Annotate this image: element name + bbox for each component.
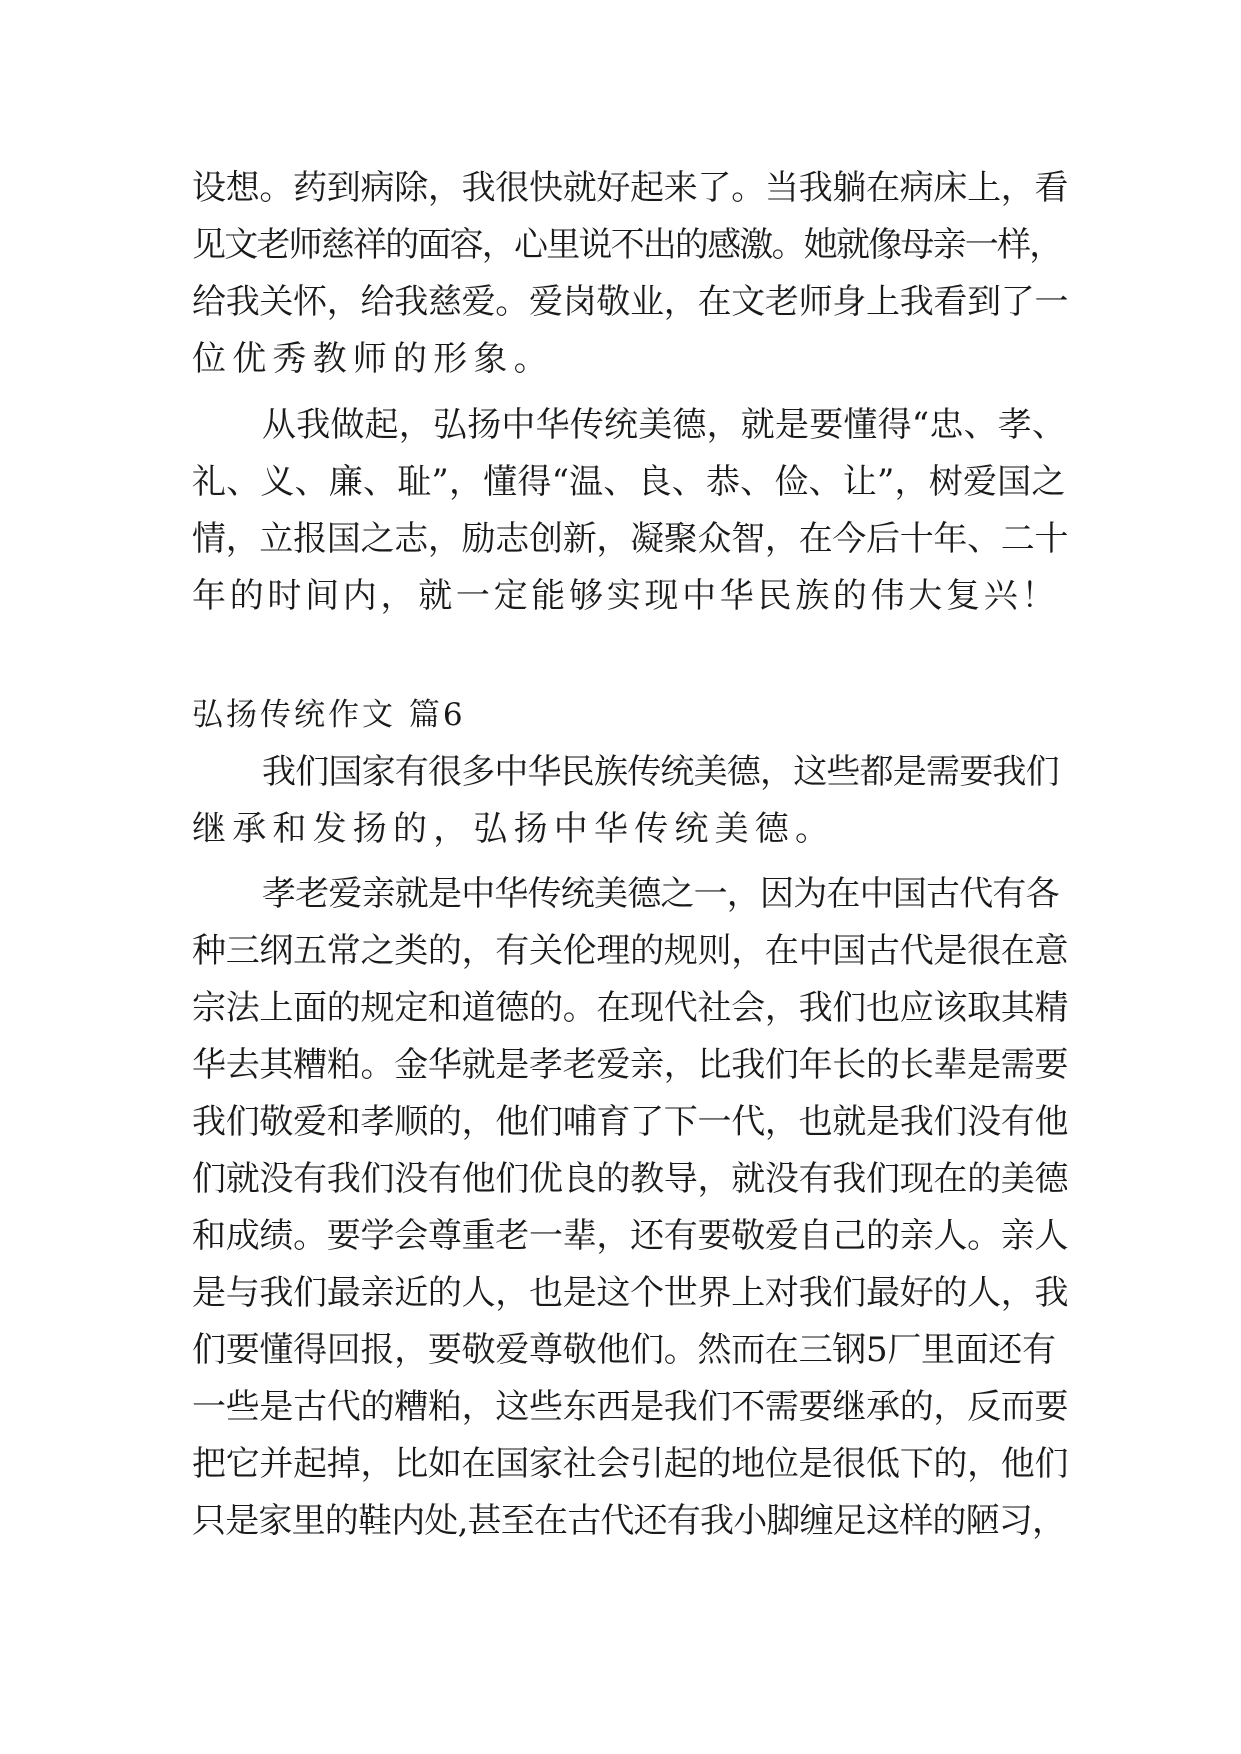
paragraph-line: 年的时间内，就一定能够实现中华民族的伟大复兴！	[192, 576, 1060, 616]
paragraph-line: 孝老爱亲就是中华传统美德之一，因为在中国古代有各	[262, 874, 1059, 914]
paragraph-line: 继承和发扬的，弘扬中华传统美德。	[192, 809, 836, 849]
paragraph-line: 从我做起，弘扬中华传统美德，就是要懂得“忠、孝、	[262, 405, 1067, 445]
paragraph-line: 给我关怀，给我慈爱。爱岗敬业，在文老师身上我看到了一	[192, 282, 1069, 322]
paragraph-line: 华去其糟粕。金华就是孝老爱亲，比我们年长的长辈是需要	[192, 1045, 1069, 1085]
paragraph-line: 礼、义、廉、耻”，懂得“温、良、恭、俭、让”，树爱国之	[192, 462, 1066, 502]
paragraph-line: 只是家里的鞋内处,甚至在古代还有我小脚缠足这样的陋习，	[192, 1501, 1066, 1541]
paragraph-line: 位优秀教师的形象。	[192, 339, 554, 379]
paragraph-line: 和成绩。要学会尊重老一辈，还有要敬爱自己的亲人。亲人	[192, 1216, 1069, 1256]
paragraph-line: 情，立报国之志，励志创新，凝聚众智，在今后十年、二十	[192, 519, 1069, 559]
paragraph-line: 我们敬爱和孝顺的，他们哺育了下一代，也就是我们没有他	[192, 1102, 1069, 1142]
paragraph-line: 一些是古代的糟粕，这些东西是我们不需要继承的，反而要	[192, 1387, 1069, 1427]
paragraph-line: 是与我们最亲近的人，也是这个世界上对我们最好的人，我	[192, 1273, 1069, 1313]
paragraph-line: 种三纲五常之类的，有关伦理的规则，在中国古代是很在意	[192, 931, 1069, 971]
paragraph-line: 把它并起掉，比如在国家社会引起的地位是很低下的，他们	[192, 1444, 1069, 1484]
paragraph-line: 们要懂得回报，要敬爱尊敬他们。然而在三钢5厂里面还有	[192, 1330, 1056, 1370]
paragraph-line: 设想。药到病除，我很快就好起来了。当我躺在病床上，看	[192, 168, 1069, 208]
section-heading: 弘扬传统作文 篇6	[192, 697, 466, 733]
paragraph-line: 们就没有我们没有他们优良的教导，就没有我们现在的美德	[192, 1159, 1069, 1199]
paragraph-line: 宗法上面的规定和道德的。在现代社会，我们也应该取其精	[192, 988, 1069, 1028]
paragraph-line: 见文老师慈祥的面容，心里说不出的感激。她就像母亲一样，	[192, 225, 1062, 265]
paragraph-line: 我们国家有很多中华民族传统美德，这些都是需要我们	[262, 752, 1059, 792]
